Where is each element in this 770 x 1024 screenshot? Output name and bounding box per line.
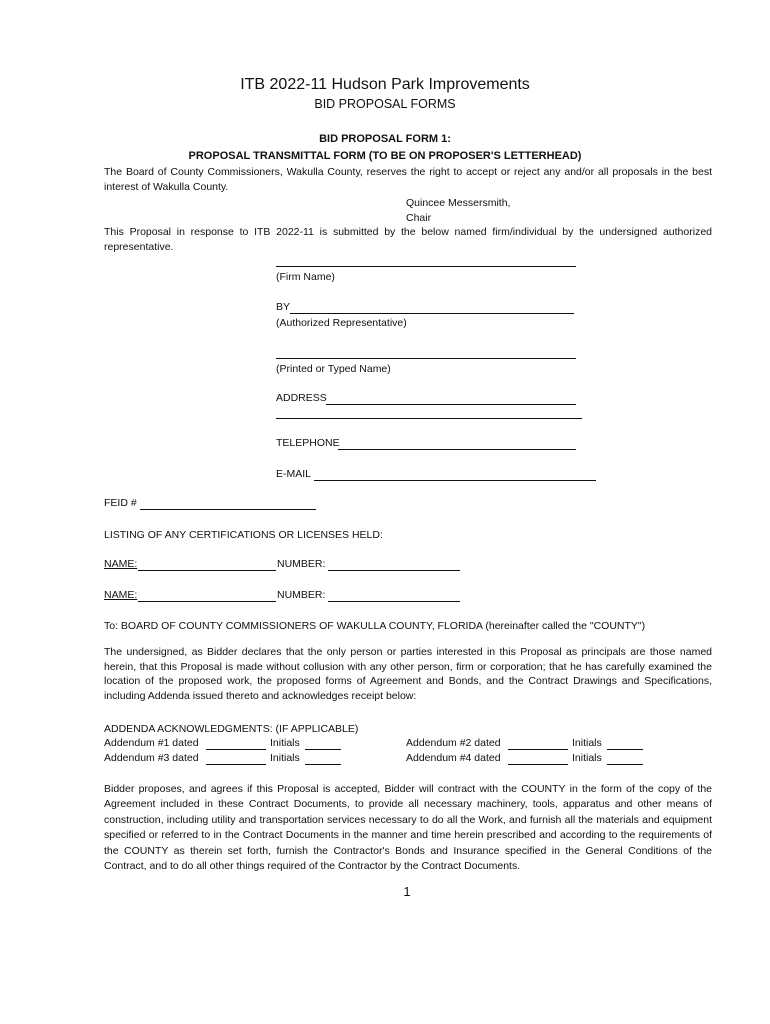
cert-number-label-1: NUMBER: xyxy=(277,558,326,570)
addendum-1-date-line[interactable] xyxy=(206,749,266,750)
by-line[interactable] xyxy=(290,313,574,314)
addendum-2-label: Addendum #2 dated xyxy=(406,737,501,749)
feid-line[interactable] xyxy=(140,509,316,510)
firm-name-line[interactable] xyxy=(276,266,576,267)
addendum-3-initials-line[interactable] xyxy=(305,764,341,765)
submission-paragraph: This Proposal in response to ITB 2022-11 is submitted by the below named firm/individual by the undersigned authorized representative. xyxy=(104,226,712,253)
address-line-1[interactable] xyxy=(326,404,576,405)
telephone-label: TELEPHONE xyxy=(276,437,340,449)
cert-name-label-1: NAME: xyxy=(104,558,138,570)
by-label: BY xyxy=(276,301,291,313)
email-line[interactable] xyxy=(314,480,596,481)
authorized-rep-label: (Authorized Representative) xyxy=(276,317,407,329)
telephone-line[interactable] xyxy=(338,449,576,450)
form-heading-2: PROPOSAL TRANSMITTAL FORM (TO BE ON PROPOSER'S LETTERHEAD) xyxy=(188,150,582,162)
addendum-4-initials-label: Initials xyxy=(572,752,602,764)
printed-name-line[interactable] xyxy=(276,358,576,359)
addendum-3-date-line[interactable] xyxy=(206,764,266,765)
addendum-4-date-line[interactable] xyxy=(508,764,568,765)
document-title: ITB 2022-11 Hudson Park Improvements xyxy=(240,76,530,93)
declaration-paragraph: The undersigned, as Bidder declares that the only person or parties interested in this Proposal as principals are those named herein, that this Proposal is made without collusion with any other person, firm or corporation; that he has carefully examined the location of the proposed work, the proposed forms of Agreement and Bonds, and the Contract Drawings and Specifications, including Addenda issued thereto and acknowledges receipt below: xyxy=(104,646,712,702)
intro-paragraph: The Board of County Commissioners, Wakulla County, reserves the right to accept or reject any and/or all proposals in the best interest of Wakulla County. xyxy=(104,166,712,193)
addendum-1-label: Addendum #1 dated xyxy=(104,737,199,749)
document-subtitle: BID PROPOSAL FORMS xyxy=(314,97,456,111)
printed-name-label: (Printed or Typed Name) xyxy=(276,363,391,375)
addendum-3-initials-label: Initials xyxy=(270,752,300,764)
signer-name: Quincee Messersmith, xyxy=(406,197,511,209)
signer-title: Chair xyxy=(406,212,432,224)
agreement-paragraph: Bidder proposes, and agrees if this Proposal is accepted, Bidder will contract with the COUNTY in the form of the copy of the Agreement included in these Contract Documents, to provide all necessary machinery, tools, apparatus and other means of construction, including utility and transportation services necessary to do all the Work, and furnish all the materials and equipment specified or referred to in the Contract Documents in the manner and time herein prescribed and according to the requirements of the COUNTY as therein set forth, furnish the Contractor's Bonds and Insurance specified in the General Conditions of the Contract, and to do all other things required of the Contractor by the Contract Documents. xyxy=(104,783,712,873)
email-label: E-MAIL xyxy=(276,468,312,480)
cert-number-line-2[interactable] xyxy=(328,601,460,602)
addendum-3-label: Addendum #3 dated xyxy=(104,752,199,764)
firm-name-label: (Firm Name) xyxy=(276,271,335,283)
addendum-2-date-line[interactable] xyxy=(508,749,568,750)
feid-label: FEID # xyxy=(104,497,137,509)
addendum-4-label: Addendum #4 dated xyxy=(406,752,501,764)
page-number: 1 xyxy=(403,884,411,899)
addendum-4-initials-line[interactable] xyxy=(607,764,643,765)
cert-name-line-2[interactable] xyxy=(138,601,276,602)
addenda-heading: ADDENDA ACKNOWLEDGMENTS: (IF APPLICABLE) xyxy=(104,723,359,735)
addendum-2-initials-line[interactable] xyxy=(607,749,643,750)
cert-name-label-2: NAME: xyxy=(104,589,138,601)
addendum-1-initials-label: Initials xyxy=(270,737,300,749)
cert-name-line-1[interactable] xyxy=(138,570,276,571)
addendum-2-initials-label: Initials xyxy=(572,737,602,749)
address-label: ADDRESS xyxy=(276,392,327,404)
address-line-2[interactable] xyxy=(276,418,582,419)
certifications-heading: LISTING OF ANY CERTIFICATIONS OR LICENSES HELD: xyxy=(104,529,383,541)
cert-number-line-1[interactable] xyxy=(328,570,460,571)
to-line: To: BOARD OF COUNTY COMMISSIONERS OF WAKULLA COUNTY, FLORIDA (hereinafter called the "COUNTY") xyxy=(104,620,646,632)
addendum-1-initials-line[interactable] xyxy=(305,749,341,750)
cert-number-label-2: NUMBER: xyxy=(277,589,326,601)
form-heading-1: BID PROPOSAL FORM 1: xyxy=(319,133,451,145)
